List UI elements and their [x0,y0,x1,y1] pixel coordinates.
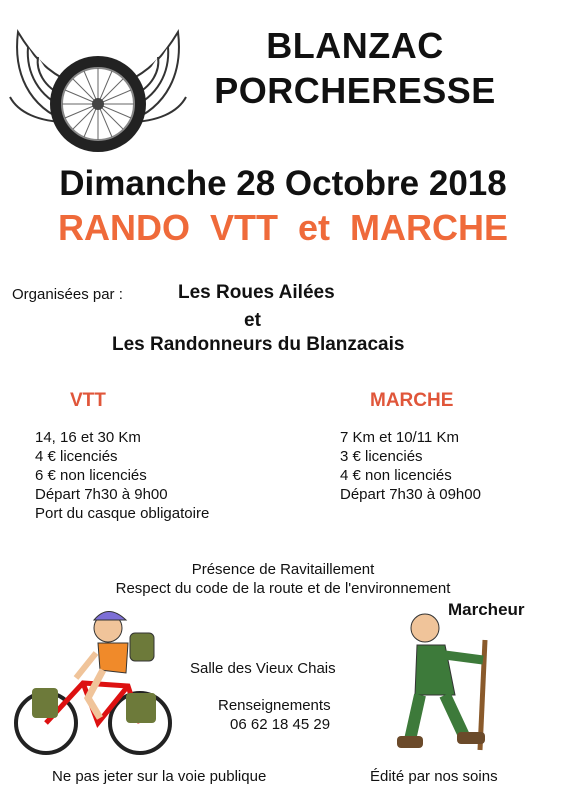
list-item: 14, 16 et 30 Km [35,429,141,446]
marche-details-list [340,428,481,504]
list-item: 4 € licenciés [35,448,118,465]
contact-phone: 06 62 18 45 29 [230,716,331,733]
list-item: Départ 7h30 à 9h00 [35,486,168,503]
organizers-and: et [244,310,261,331]
walker-icon [395,600,555,765]
contact-label: Renseignements [218,697,331,714]
list-item: 3 € licenciés [340,448,423,465]
event-date: Dimanche 28 Octobre 2018 [59,164,507,203]
list-item: Port du casque obligatoire [35,505,210,522]
list-item: 6 € non licenciés [35,467,147,484]
walker-label: Marcheur [448,600,525,619]
supply-info: Présence de Ravitaillement [191,561,375,578]
footer-disposal-note: Ne pas jeter sur la voie publique [52,768,267,785]
footer-publisher-note: Édité par nos soins [370,768,498,785]
club-logo [8,12,188,162]
event-title: RANDO VTT et MARCHE [58,207,508,248]
vtt-section-title: VTT [70,390,106,411]
town-name-line2: PORCHERESSE [214,70,496,111]
respect-info: Respect du code de la route et de l'environnement [115,580,451,597]
list-item: Départ 7h30 à 09h00 [340,486,481,503]
cyclist-illustration [8,598,183,768]
organizer-club-1: Les Roues Ailées [178,282,335,303]
cyclist-icon [8,598,183,768]
venue: Salle des Vieux Chais [190,660,336,677]
town-name-line1: BLANZAC [266,25,444,66]
organizers-label: Organisées par : [12,286,123,303]
organizer-club-2: Les Randonneurs du Blanzacais [112,334,405,355]
walker-illustration [395,600,555,765]
vtt-details-list [35,428,209,523]
winged-wheel-icon [8,12,188,162]
list-item: 4 € non licenciés [340,467,452,484]
list-item: 7 Km et 10/11 Km [340,429,459,446]
marche-section-title: MARCHE [370,390,454,411]
